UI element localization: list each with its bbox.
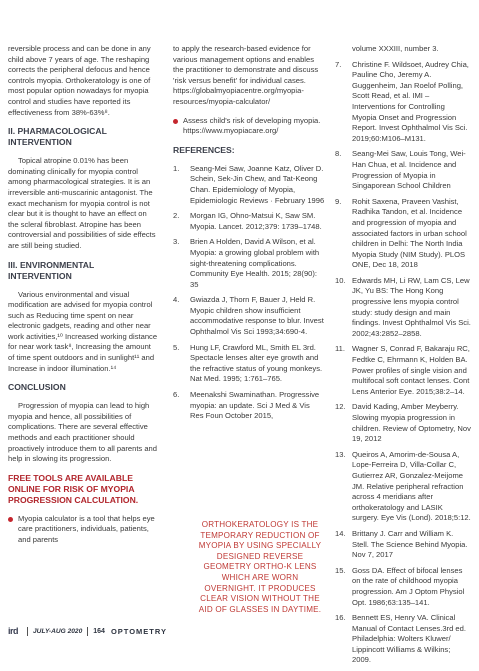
heading-environmental: III. ENVIRONMENTAL INTERVENTION: [8, 259, 95, 281]
reference-text: Hung LF, Crawford ML, Smith EL 3rd. Spectacle lenses alter eye growth and the refractive status of young monkeys. Nat Med. 1995; 1:761–765.: [190, 342, 323, 384]
reference-number: 11.: [335, 344, 345, 354]
footer-issue-date: JULY-AUG 2020: [33, 627, 83, 635]
reference-item: [173, 295, 325, 337]
page-footer: [8, 625, 167, 637]
reference-item: [335, 566, 471, 608]
reference-number: 12.: [335, 402, 346, 412]
reference-item: [335, 529, 471, 561]
reference-text: Bennett ES, Henry VA. Clinical Manual of Contact Lenses.3rd ed. Philadelphia: Wolters Kluwer/ Lippincott Williams & Wilkins; 2009.: [352, 613, 466, 665]
reference-text: Christine F. Wildsoet, Audrey Chia, Pauline Cho, Jeremy A. Guggenheim, Jan Roelof Polling, Scott Read, et al. IMI – Interventions for Controlling Myopia Onset and Progression Report. Invest Ophthalmol Vis Sci. 2019;60:M106–M131.: [352, 59, 469, 143]
reference-item: [173, 164, 325, 206]
reference-text: Goss DA. Effect of bifocal lenses on the rate of childhood myopia progression. Am J Optom Physiol Opt. 1986;63:135–141.: [352, 565, 465, 607]
pull-quote-callout: ORTHOKERATOLOGY IS THE TEMPORARY REDUCTION OF MYOPIA BY USING SPECIALLY DESIGNED REVERSE GEOMETRY ORTHO-K LENS WHICH ARE WORN OVERNIGHT. IT PRODUCES CLEAR VISION WITHOUT THE AID OF GLASSES IN DAYTIME.: [196, 520, 324, 615]
reference-text: Morgan IG, Ohno-Matsui K, Saw SM. Myopia. Lancet. 2012;379: 1739–1748.: [190, 211, 322, 231]
reference-text: Seang-Mei Saw, Louis Tong, Wei-Han Chua, et al. Incidence and Progression of Myopia in Singaporean School Children: [352, 149, 466, 191]
footer-magazine-name: OPTOMETRY: [110, 626, 168, 636]
reference-text: Seang-Mei Saw, Joanne Katz, Oliver D. Schein, Sek-Jin Chew, and Tat-Keong Chan. Epidemiology of Myopia, Epidemiologic Reviews · February 1996: [190, 163, 325, 205]
bullet-dot-icon: [8, 517, 13, 522]
reference-number: 3.: [173, 237, 180, 247]
heading-references: REFERENCES:: [173, 144, 235, 155]
bullet-dot-icon: [173, 119, 178, 124]
heading-free-tools: FREE TOOLS ARE AVAILABLE ONLINE FOR RISK OF MYOPIA PROGRESSION CALCULATION.: [8, 472, 139, 505]
footer-divider: [87, 627, 88, 636]
pharmacological-paragraph: Topical atropine 0.01% has been dominating clinically for myopia control among pharmacological strategies. It is an irreversible anti-muscarinic antagonist. The exact mechanism for myopia control is not clear but it is thought to have an effect on the scleral fibroblast. Atropine has been controversial and possibilities of side effects are still being studied.: [8, 156, 156, 250]
reference-text: Brittany J. Carr and William K. Stell. The Science Behind Myopia. Nov 7, 2017: [352, 528, 468, 560]
footer-divider: [27, 627, 28, 636]
reference-number: 13.: [335, 449, 346, 459]
reference-number: 4.: [173, 295, 180, 305]
references-list-part2: [335, 44, 471, 666]
reference-number: 1.: [173, 163, 180, 173]
calculator-continued-paragraph: to apply the research-based evidence for various management options and enables the practitioner to demonstrate and discuss 'risk versus benefit' for individual cases. https://globalmyopiacentre.org/myopia-resources/myopia-calculator/: [173, 44, 319, 106]
column-right: [335, 44, 471, 671]
reference-number: 6.: [173, 390, 180, 400]
reference-number: 9.: [335, 196, 342, 206]
reference-number: 10.: [335, 275, 346, 285]
reference-item: [335, 344, 471, 397]
publication-logo: ird: [8, 626, 19, 636]
reference-item: [335, 276, 471, 340]
reference-number: 8.: [335, 149, 342, 159]
reference-item: [335, 402, 471, 444]
bullet-text: Assess child's risk of developing myopia. https://www.myopiacare.org/: [183, 115, 321, 136]
heading-conclusion: CONCLUSION: [8, 382, 66, 393]
footer-page-number: 164: [93, 627, 105, 635]
reference-number: 15.: [335, 565, 346, 575]
reference-text: Wagner S, Conrad F, Bakaraju RC, Fedtke C, Ehrmann K, Holden BA. Power profiles of single vision and multifocal soft contact lenses. Cont Lens Anterior Eye. 2015;38:2–14.: [352, 344, 470, 396]
reference-item: [335, 60, 471, 145]
reference-item: [335, 149, 471, 191]
reference-number: 7.: [335, 59, 342, 69]
reference-item: [335, 197, 471, 271]
reference-item: [335, 450, 471, 524]
reference-text: Edwards MH, Li RW, Lam CS, Lew JK, Yu BS: The Hong Kong progressive lens myopia control study: study design and main findings. Invest Ophthalmol Vis Sci. 2002;43:2852–2858.: [352, 275, 471, 338]
heading-pharmacological: II. PHARMACOLOGICAL INTERVENTION: [8, 126, 107, 148]
reference-text: volume XXXIII, number 3.: [352, 44, 439, 53]
bullet-assess-risk: [173, 116, 325, 137]
reference-item: [335, 44, 471, 55]
reference-text: Queiros A, Amorim-de-Sousa A, Lope-Ferreira D, Villa-Collar C, Gutierrez AR, Gonzalez-Meijome JM. Relative peripheral refraction across 4 meridians after orthokeratology and LASIK surgery. Eye Vis (Lond). 2018;5:12.: [352, 449, 471, 523]
reference-item: [173, 390, 325, 422]
reference-item: [173, 237, 325, 290]
orthok-paragraph: reversible process and can be done in any child above 7 years of age. The reshaping corrects the peripheral defocus and hence controls myopia. Orthokeratology is one of most popular option nowadays for myopia control and studies have reported its effectiveness from 38%-63%⁸.: [8, 44, 151, 117]
conclusion-paragraph: Progression of myopia can lead to high myopia and hence, all possibilities of complications. There are several effective methods and each practitioner should proactively introduce them to all parents and help in slowing its progression.: [8, 401, 158, 464]
reference-number: 2.: [173, 211, 180, 221]
column-left: [8, 44, 158, 554]
reference-text: Brien A Holden, David A Wilson, et al. Myopia: a growing global problem with sight-threatening complications. Community Eye Health. 2015; 28(90): 35: [190, 237, 320, 289]
column-middle: [173, 44, 325, 427]
reference-number: 16.: [335, 613, 346, 623]
reference-number: 14.: [335, 528, 346, 538]
reference-text: Gwiazda J, Thorn F, Bauer J, Held R. Myopic children show insufficient accommodative response to blur. Invest Ophthalmol Vis Sci 1993;34:690-4.: [190, 295, 324, 337]
reference-text: Rohit Saxena, Praveen Vashist, Radhika Tandon, et al. Incidence and progression of myopia and associated factors in urban school children in Delhi: The North India Myopia Study (NIM Study). PLOS ONE, Dec 18, 2018: [352, 196, 467, 270]
environmental-paragraph: Various environmental and visual modification are advised for myopia control such as Reducing time spent on near electronic gadgets, reading and other near work activities,¹⁰ Increased working distance for near work task⁸, Increasing the amount of time spent outdoors and in sunlight¹¹ and Increase in indoor illumination.¹⁴: [8, 289, 158, 373]
reference-item: [173, 343, 325, 385]
bullet-text: Myopia calculator is a tool that helps eye care practitioners, individuals, patients, and parents: [18, 513, 155, 544]
references-list-part1: [173, 164, 325, 422]
reference-item: [173, 211, 325, 232]
reference-text: Meenakshi Swaminathan. Progressive myopia: an update. Sci J Med & Vis Res Foun October 2015,: [190, 390, 320, 421]
bullet-myopia-calculator: [8, 514, 158, 546]
reference-text: David Kading, Amber Meyberry. Slowing myopia progression in children. Review of Optometry, Nov 19, 2012: [352, 402, 471, 444]
reference-number: 5.: [173, 342, 180, 352]
